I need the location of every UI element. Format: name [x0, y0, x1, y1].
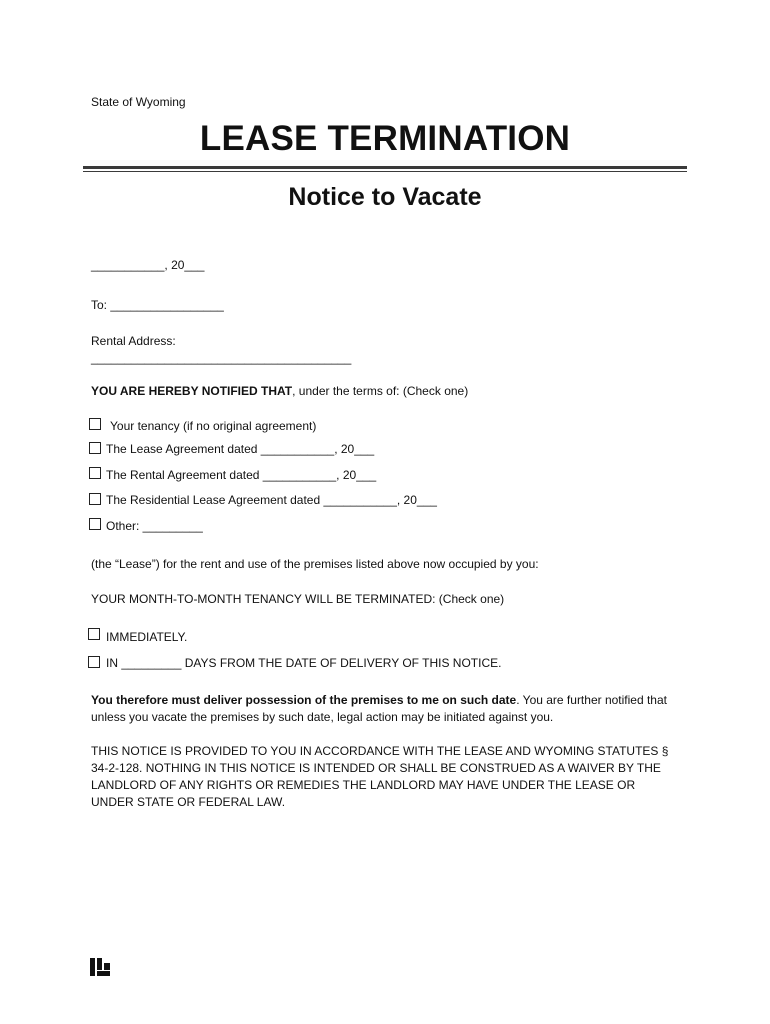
notice-statement — [91, 383, 468, 399]
rental-address-label: Rental Address: — [91, 334, 176, 348]
title-divider-thin — [83, 171, 687, 172]
notice-rest: , under the terms of: (Check one) — [292, 384, 469, 398]
recipient-field[interactable]: To: _________________ — [91, 298, 224, 312]
possession-rest: . You are further notified that unless you vacate the premises by such date, legal action may be initiated against you. — [91, 693, 667, 724]
option-days-label: IN _________ DAYS FROM THE DATE OF DELIVERY OF THIS NOTICE. — [106, 656, 502, 670]
document-logo-icon — [90, 958, 110, 976]
option-immediately-label: IMMEDIATELY. — [106, 630, 188, 644]
checkbox-days[interactable] — [88, 656, 100, 668]
document-title: LEASE TERMINATION — [199, 119, 571, 158]
option-lease-agreement-label: The Lease Agreement dated ___________, 20___ — [106, 442, 375, 456]
lease-definition: (the “Lease”) for the rent and use of the premises listed above now occupied by you: — [91, 557, 539, 571]
checkbox-lease-agreement[interactable] — [89, 442, 101, 454]
document-subtitle: Notice to Vacate — [288, 183, 482, 211]
possession-paragraph — [91, 692, 681, 726]
termination-heading: YOUR MONTH-TO-MONTH TENANCY WILL BE TERMINATED: (Check one) — [91, 592, 505, 606]
notice-bold: YOU ARE HEREBY NOTIFIED THAT — [91, 384, 293, 398]
checkbox-immediately[interactable] — [88, 628, 100, 640]
checkbox-other[interactable] — [89, 518, 101, 530]
checkbox-tenancy[interactable] — [89, 418, 101, 430]
option-residential-lease-label: The Residential Lease Agreement dated ___________, 20___ — [106, 493, 437, 507]
possession-bold: You therefore must deliver possession of the premises to me on such date — [91, 693, 517, 707]
checkbox-residential-lease[interactable] — [89, 493, 101, 505]
date-field[interactable]: ___________, 20___ — [91, 258, 205, 272]
title-divider-thick — [83, 166, 687, 169]
state-label: State of Wyoming — [91, 95, 186, 109]
checkbox-rental-agreement[interactable] — [89, 467, 101, 479]
statute-paragraph: THIS NOTICE IS PROVIDED TO YOU IN ACCORDANCE WITH THE LEASE AND WYOMING STATUTES § 34-2-128. NOTHING IN THIS NOTICE IS INTENDED OR SHALL BE CONSTRUED AS A WAIVER BY THE LANDLORD OF ANY RIGHTS OR REMEDIES THE LANDLORD MAY HAVE UNDER THE LEASE OR UNDER STATE OR FEDERAL LAW. — [91, 744, 669, 809]
rental-address-field[interactable]: _______________________________________ — [91, 351, 352, 365]
option-rental-agreement-label: The Rental Agreement dated ___________, 20___ — [106, 468, 377, 482]
option-other-label: Other: _________ — [106, 519, 203, 533]
option-tenancy-label: Your tenancy (if no original agreement) — [110, 419, 317, 433]
